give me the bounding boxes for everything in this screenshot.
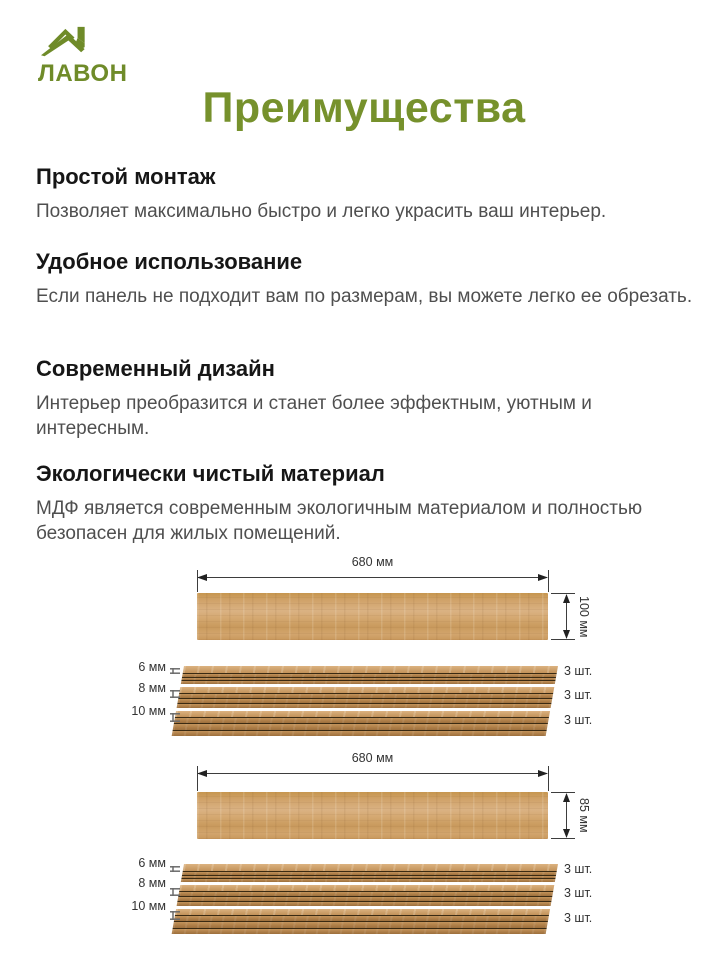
stack-group-6mm — [181, 864, 558, 882]
brand-name: ЛАВОН — [38, 60, 128, 87]
width-dimension-label: 680 мм — [351, 555, 394, 569]
stack-count-label: 3 шт. — [564, 664, 593, 678]
stack-count-label: 3 шт. — [564, 688, 593, 702]
stack-thickness-label: 10 мм — [131, 899, 166, 913]
wood-panel-image — [197, 792, 548, 839]
extension-line — [197, 766, 198, 791]
stack-group-6mm — [181, 666, 558, 684]
stack-thickness-label: 6 мм — [138, 660, 166, 674]
section-modern-design — [36, 356, 708, 441]
thickness-dimension-label: 100 мм — [577, 595, 591, 638]
section-heading: Удобное использование — [36, 249, 303, 274]
extension-line — [548, 766, 549, 791]
stack-thickness-label: 8 мм — [138, 876, 166, 890]
section-body: Интерьер преобразится и станет более эффектным, уютным и интересным. — [36, 393, 592, 439]
brand-logo — [38, 18, 127, 88]
section-heading: Простой монтаж — [36, 164, 216, 189]
extension-line — [197, 570, 198, 592]
stack-thickness-label: 10 мм — [131, 704, 166, 718]
thickness-dimension-arrow-icon — [561, 594, 572, 639]
stack-count-label: 3 шт. — [564, 911, 593, 925]
section-eco-material — [36, 461, 708, 546]
panel-stack-image — [171, 666, 558, 739]
thickness-tick-icon — [170, 888, 180, 896]
thickness-tick-icon — [170, 866, 180, 872]
thickness-dimension-arrow-icon — [561, 793, 572, 838]
stack-group-10mm — [172, 909, 550, 935]
section-heading: Современный дизайн — [36, 356, 275, 381]
section-easy-use — [36, 249, 708, 309]
stack-thickness-label: 6 мм — [138, 856, 166, 870]
section-heading: Экологически чистый материал — [36, 461, 385, 486]
width-dimension-label: 680 мм — [351, 751, 394, 765]
section-body: МДФ является современным экологичным материалом и полностью безопасен для жилых помещений. — [36, 498, 643, 544]
wood-panel-image — [197, 593, 548, 640]
section-body: Позволяет максимально быстро и легко украсить ваш интерьер. — [36, 201, 607, 222]
stack-count-label: 3 шт. — [564, 862, 593, 876]
extension-line — [551, 838, 575, 839]
thickness-tick-icon — [170, 668, 180, 674]
section-body: Если панель не подходит вам по размерам, вы можете легко ее обрезать. — [36, 286, 693, 307]
thickness-tick-icon — [170, 713, 180, 722]
stack-group-10mm — [172, 711, 550, 737]
stack-count-label: 3 шт. — [564, 886, 593, 900]
stack-group-8mm — [177, 687, 555, 708]
section-easy-install — [36, 164, 708, 224]
page-title: Преимущества — [202, 84, 526, 132]
house-roof-logo-icon — [40, 18, 108, 58]
extension-line — [548, 570, 549, 592]
width-dimension-arrow-icon — [197, 768, 548, 779]
width-dimension-arrow-icon — [197, 572, 548, 583]
stack-group-8mm — [177, 885, 555, 906]
thickness-tick-icon — [170, 911, 180, 920]
thickness-tick-icon — [170, 690, 180, 698]
stack-thickness-label: 8 мм — [138, 681, 166, 695]
extension-line — [551, 639, 575, 640]
stack-count-label: 3 шт. — [564, 713, 593, 727]
thickness-dimension-label: 85 мм — [577, 798, 591, 833]
panel-stack-image — [171, 864, 558, 937]
